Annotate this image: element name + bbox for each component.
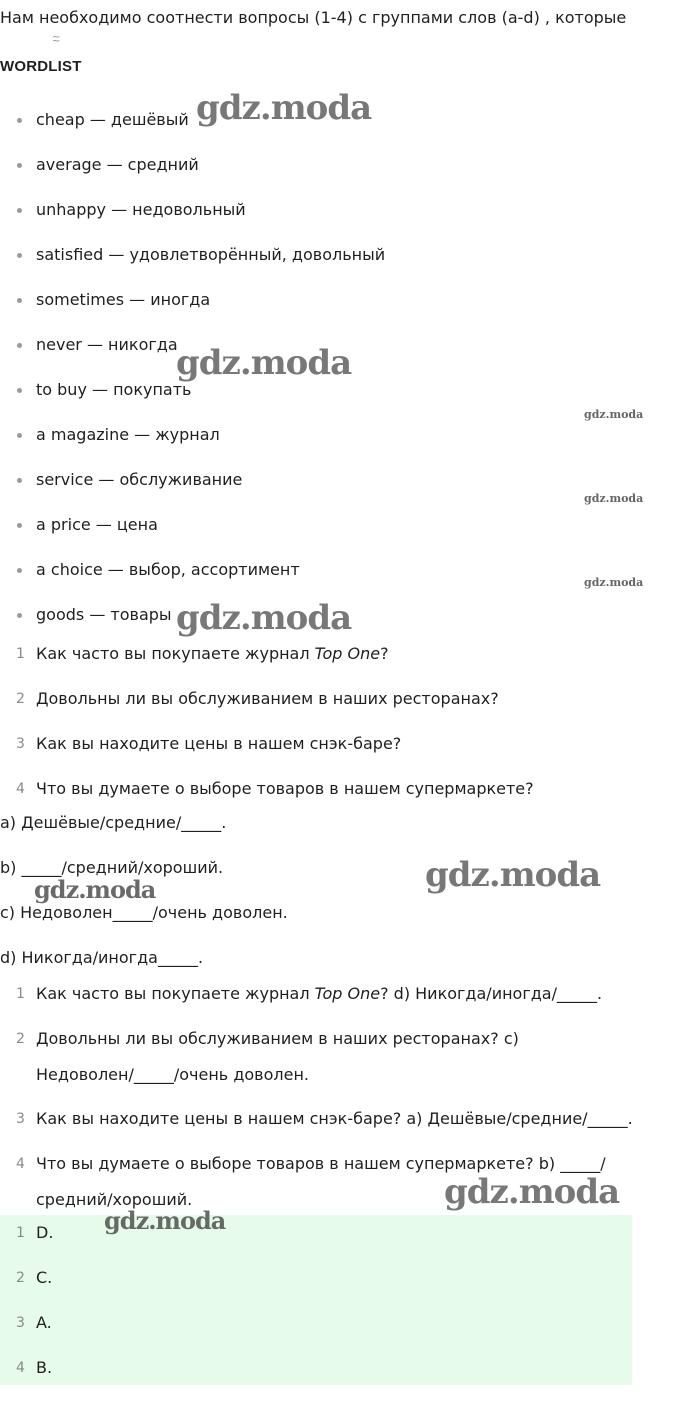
question-item: 1 Как часто вы покупаете журнал Top One? — [0, 632, 660, 677]
question-number: 3 — [16, 1111, 25, 1127]
question-item: 4 Что вы думаете о выборе товаров в нашем супермаркете? — [0, 767, 660, 812]
bullet-icon — [17, 208, 22, 213]
intro-text-cutoff: ~ ~ — [52, 32, 61, 47]
answer-item: 4 B. — [0, 1350, 632, 1395]
bullet-icon — [17, 253, 22, 258]
wordlist-heading: WORDLIST — [0, 58, 82, 75]
matched-item: 1 Как часто вы покупаете журнал Top One? d) Никогда/иногда/_____. — [0, 972, 660, 1017]
watermark: gdz.moda — [176, 598, 352, 638]
answer-number: 2 — [16, 1270, 25, 1286]
bullet-icon — [17, 523, 22, 528]
questions-list — [0, 632, 660, 812]
watermark: gdz.moda — [584, 576, 644, 589]
watermark: gdz.moda — [176, 343, 352, 383]
watermark: gdz.moda — [196, 88, 372, 128]
word-item: cheap — дешёвый — [0, 97, 660, 142]
bullet-icon — [17, 433, 22, 438]
word-item: a choice — выбор, ассортимент — [0, 547, 660, 592]
answer-item: 1 D. — [0, 1215, 632, 1260]
word-item: sometimes — иногда — [0, 277, 660, 322]
word-group-item: b) _____/средний/хороший. — [0, 858, 224, 877]
bullet-icon — [17, 568, 22, 573]
answer-number: 1 — [16, 1225, 25, 1241]
answer-number: 3 — [16, 1315, 25, 1331]
word-item: to buy — покупать — [0, 367, 660, 412]
intro-text: Нам необходимо соотнести вопросы (1-4) с группами слов (a-d) , которые — [0, 8, 627, 27]
question-number: 4 — [16, 781, 25, 797]
answer-number: 4 — [16, 1360, 25, 1376]
question-number: 2 — [16, 1031, 25, 1047]
bullet-icon — [17, 163, 22, 168]
bullet-icon — [17, 298, 22, 303]
word-item: unhappy — недовольный — [0, 187, 660, 232]
answer-block — [0, 1215, 632, 1385]
word-group-item: a) Дешёвые/средние/_____. — [0, 813, 227, 832]
bullet-icon — [17, 613, 22, 618]
watermark: gdz.moda — [584, 408, 644, 421]
question-number: 4 — [16, 1156, 25, 1172]
word-group-item: d) Никогда/иногда_____. — [0, 948, 204, 967]
question-number: 1 — [16, 986, 25, 1002]
watermark: gdz.moda — [425, 855, 601, 895]
bullet-icon — [17, 388, 22, 393]
question-number: 3 — [16, 736, 25, 752]
word-group-item: c) Недоволен_____/очень доволен. — [0, 903, 288, 922]
question-item: 3 Как вы находите цены в нашем снэк-баре? — [0, 722, 660, 767]
answer-item: 2 C. — [0, 1260, 632, 1305]
word-item: service — обслуживание — [0, 457, 660, 502]
word-item: average — средний — [0, 142, 660, 187]
question-number: 2 — [16, 691, 25, 707]
watermark: gdz.moda — [584, 492, 644, 505]
watermark: gdz.moda — [444, 1172, 620, 1212]
word-item: goods — товары — [0, 592, 660, 637]
matched-item: 2 Довольны ли вы обслуживанием в наших ресторанах? c) Недоволен/_____/очень доволен. — [0, 1017, 660, 1097]
watermark: gdz.moda — [104, 1206, 226, 1235]
bullet-icon — [17, 478, 22, 483]
bullet-icon — [17, 118, 22, 123]
word-item: a magazine — журнал — [0, 412, 660, 457]
question-item: 2 Довольны ли вы обслуживанием в наших ресторанах? — [0, 677, 660, 722]
matched-item: 3 Как вы находите цены в нашем снэк-баре? a) Дешёвые/средние/_____. — [0, 1097, 660, 1142]
word-item: satisfied — удовлетворённый, довольный — [0, 232, 660, 277]
answer-item: 3 A. — [0, 1305, 632, 1350]
word-item: never — никогда — [0, 322, 660, 367]
bullet-icon — [17, 343, 22, 348]
answer-list — [0, 1215, 632, 1395]
word-item: a price — цена — [0, 502, 660, 547]
matched-item: 4 Что вы думаете о выборе товаров в нашем супермаркете? b) _____/ средний/хороший. — [0, 1142, 660, 1222]
question-number: 1 — [16, 646, 25, 662]
watermark: gdz.moda — [34, 875, 156, 904]
